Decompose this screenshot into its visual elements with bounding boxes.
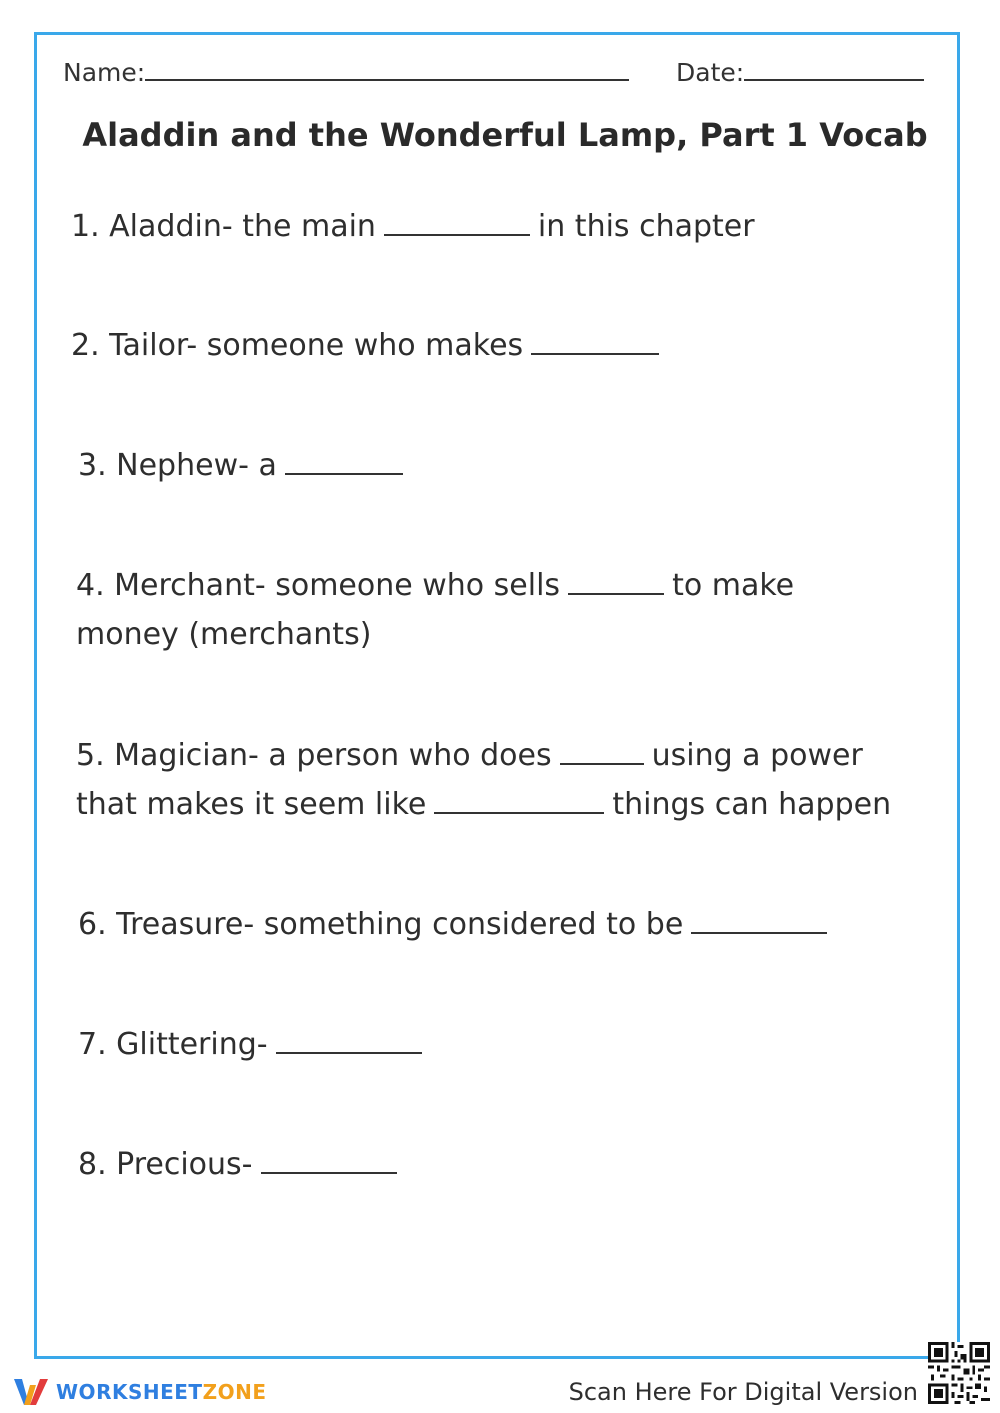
question-text: 1. Aladdin- the main bbox=[71, 209, 376, 244]
w-logo-icon bbox=[12, 1375, 52, 1409]
question-text: 4. Merchant- someone who sells bbox=[76, 568, 561, 603]
scan-instruction: Scan Here For Digital Version bbox=[568, 1378, 918, 1406]
question-text: money (merchants) bbox=[76, 617, 372, 652]
answer-blank[interactable] bbox=[531, 323, 659, 355]
answer-blank[interactable] bbox=[691, 902, 827, 934]
answer-blank[interactable] bbox=[384, 204, 530, 236]
answer-blank[interactable] bbox=[261, 1142, 397, 1174]
question-3 bbox=[78, 441, 411, 490]
name-field[interactable] bbox=[63, 55, 629, 87]
question-2 bbox=[71, 321, 667, 370]
qr-code-icon[interactable] bbox=[928, 1342, 990, 1404]
question-text: 7. Glittering- bbox=[78, 1027, 268, 1062]
answer-blank[interactable] bbox=[568, 563, 664, 595]
date-field[interactable] bbox=[676, 55, 924, 87]
date-blank[interactable] bbox=[744, 55, 924, 81]
answer-blank[interactable] bbox=[276, 1022, 422, 1054]
name-blank[interactable] bbox=[145, 55, 629, 81]
worksheetzone-logo[interactable] bbox=[12, 1374, 266, 1410]
name-label: Name: bbox=[63, 58, 146, 87]
question-1 bbox=[71, 202, 755, 251]
question-8 bbox=[78, 1140, 405, 1189]
question-text: 5. Magician- a person who does bbox=[76, 738, 552, 773]
worksheet-title: Aladdin and the Wonderful Lamp, Part 1 Vocab bbox=[82, 116, 928, 154]
answer-blank[interactable] bbox=[434, 782, 604, 814]
question-4 bbox=[76, 561, 794, 659]
answer-blank[interactable] bbox=[285, 443, 403, 475]
question-text: that makes it seem like bbox=[76, 787, 427, 822]
question-text: 8. Precious- bbox=[78, 1147, 253, 1182]
question-text: to make bbox=[672, 568, 795, 603]
question-7 bbox=[78, 1020, 430, 1069]
question-text: 3. Nephew- a bbox=[78, 448, 277, 483]
date-label: Date: bbox=[676, 58, 745, 87]
brand-name: WORKSHEETZONE bbox=[56, 1380, 267, 1404]
question-text: in this chapter bbox=[537, 209, 755, 244]
question-6 bbox=[78, 900, 835, 949]
question-5 bbox=[76, 731, 891, 829]
question-text: 6. Treasure- something considered to be bbox=[78, 907, 684, 942]
answer-blank[interactable] bbox=[560, 733, 644, 765]
question-text: 2. Tailor- someone who makes bbox=[71, 328, 524, 363]
question-text: things can happen bbox=[612, 787, 892, 822]
question-text: using a power bbox=[651, 738, 863, 773]
